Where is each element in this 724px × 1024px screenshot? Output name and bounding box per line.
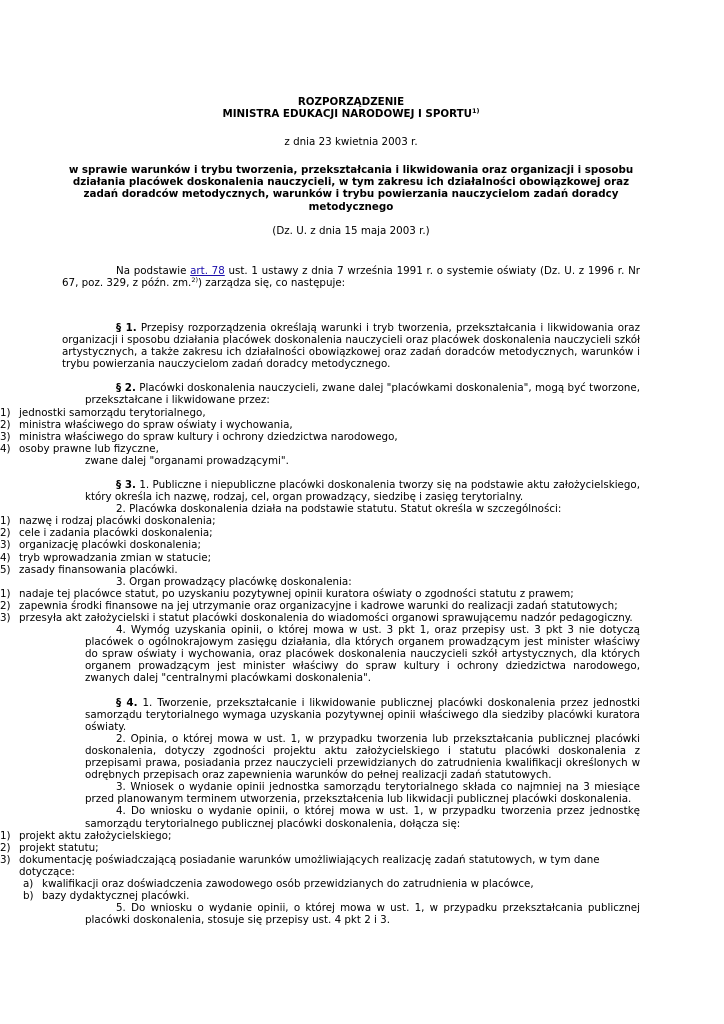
list-item	[0, 600, 640, 612]
journal-reference: (Dz. U. z dnia 15 maja 2003 r.)	[272, 224, 430, 237]
list-number: 1)	[0, 406, 11, 419]
list-item	[0, 552, 640, 564]
letter-mark: b)	[23, 890, 34, 903]
section-2-tail: zwane dalej "organami prowadzącymi".	[85, 454, 289, 467]
act-subject: w sprawie warunków i trybu tworzenia, przekształcania i likwidowania oraz organizacji i sposobu działania placówek doskonalenia nauczycieli, w tym zakresu ich działalności obowiązkowej oraz zadań doradców metodycznych, warunków i trybu powierzania nauczycielom zadań doradcy metodycznego	[68, 164, 634, 213]
letter-item	[0, 890, 640, 902]
footnote-ref-1[interactable]: 1)	[472, 107, 480, 116]
list-text: cele i zadania placówki doskonalenia;	[19, 527, 213, 540]
footnote-ref-2[interactable]: 2)	[191, 275, 199, 284]
section-4-list-4	[0, 830, 640, 878]
section-3-mark: § 3.	[116, 478, 136, 491]
list-text: projekt aktu założycielskiego;	[19, 829, 172, 842]
section-4-para-4: 4. Do wniosku o wydanie opinii, o której mowa w ust. 1, w przypadku tworzenia przez jednostkę samorządu terytorialnego publicznej placówki doskonalenia, dołącza się:	[85, 805, 640, 830]
section-4-para-5: 5. Do wniosku o wydanie opinii, o której mowa w ust. 1, w przypadku przekształcania publicznej placówki doskonalenia, stosuje się przepisy ust. 4 pkt 2 i 3.	[85, 902, 640, 927]
list-item	[0, 527, 640, 539]
section-1	[62, 322, 640, 370]
issuer-name: MINISTRA EDUKACJI NARODOWEJ I SPORTU	[222, 108, 472, 121]
section-1-mark: § 1.	[116, 321, 137, 334]
letter-text: bazy dydaktycznej placówki.	[42, 890, 190, 903]
list-item	[0, 564, 640, 576]
list-text: nazwę i rodzaj placówki doskonalenia;	[19, 515, 216, 528]
list-item	[0, 588, 640, 600]
section-4-para-1	[62, 697, 640, 733]
section-3-para-4: 4. Wymóg uzyskania opinii, o której mowa w ust. 3 pkt 1, oraz przepisy ust. 3 pkt 3 nie dotyczą placówek o ogólnokrajowym zasięgu działania, dla których organem prowadzącym jest minister właściwy do spraw oświaty i wychowania, oraz placówek doskonalenia nauczycieli szkół artystycznych, dla których organem prowadzącym jest minister właściwy do spraw kultury i ochrony dziedzictwa narodowego, zwanych dalej "centralnymi placówkami doskonalenia".	[85, 624, 640, 685]
list-number: 3)	[0, 853, 11, 866]
list-number: 1)	[0, 829, 11, 842]
list-item	[0, 854, 640, 878]
section-2-mark: § 2.	[116, 382, 136, 395]
list-number: 4)	[0, 442, 11, 455]
list-item	[0, 443, 640, 455]
list-text: zapewnia środki finansowe na jej utrzymanie oraz organizacyjne i kadrowe warunki do realizacji zadań statutowych;	[19, 599, 618, 612]
list-text: ministra właściwego do spraw oświaty i wychowania,	[19, 418, 293, 431]
list-number: 2)	[0, 527, 11, 540]
section-3-para-3: 3. Organ prowadzący placówkę doskonalenia:	[116, 575, 352, 588]
list-item	[0, 419, 640, 431]
list-text: jednostki samorządu terytorialnego,	[19, 406, 206, 419]
section-3-list-3	[0, 588, 640, 624]
section-4-para-3: 3. Wniosek o wydanie opinii jednostka samorządu terytorialnego składa co najmniej na 3 miesiące przed planowanym terminem utworzenia, przekształcenia lub likwidacji publicznej placówki doskonalenia.	[85, 781, 640, 806]
list-number: 3)	[0, 430, 11, 443]
list-text: ministra właściwego do spraw kultury i ochrony dziedzictwa narodowego,	[19, 430, 398, 443]
list-number: 2)	[0, 418, 11, 431]
section-3-list-2	[0, 515, 640, 575]
section-2	[62, 382, 640, 406]
preamble-text-middle: ust. 1 ustawy z dnia 7 września 1991 r. o systemie oświaty (Dz. U. z 1996 r. Nr 67, poz. 329, z późn. zm.	[62, 264, 641, 289]
act-type-heading: ROZPORZĄDZENIE	[297, 96, 405, 108]
act-date: z dnia 23 kwietnia 2003 r.	[284, 136, 418, 149]
issuer-heading	[62, 108, 640, 120]
section-3-para-2: 2. Placówka doskonalenia działa na podstawie statutu. Statut określa w szczególności:	[116, 503, 562, 516]
list-item	[0, 515, 640, 527]
section-4-text-1: 1. Tworzenie, przekształcanie i likwidowanie publicznej placówki doskonalenia przez jednostki samorządu terytorialnego wymaga uzyskania pozytywnej opinii właściwego dla siedziby placówki kuratora oświaty.	[85, 696, 641, 733]
list-number: 3)	[0, 539, 11, 552]
list-text: tryb wprowadzania zmian w statucie;	[19, 551, 212, 564]
letter-mark: a)	[23, 877, 34, 890]
list-item	[0, 612, 640, 624]
list-text: organizację placówki doskonalenia;	[19, 539, 201, 552]
list-text: nadaje tej placówce statut, po uzyskaniu pozytywnej opinii kuratora oświaty o zgodności statutu z prawem;	[19, 587, 574, 600]
list-item	[0, 407, 640, 419]
list-number: 1)	[0, 587, 11, 600]
list-number: 1)	[0, 515, 11, 528]
section-2-list	[0, 407, 640, 455]
list-number: 4)	[0, 551, 11, 564]
letter-text: kwalifikacji oraz doświadczenia zawodowego osób przewidzianych do zatrudnienia w placówce,	[42, 877, 534, 890]
list-number: 2)	[0, 599, 11, 612]
section-4-para-2: 2. Opinia, o której mowa w ust. 1, w przypadku tworzenia lub przekształcania publicznej placówki doskonalenia, dotyczy zgodności projektu aktu założycielskiego i statutu placówki doskonalenia z przepisami prawa, posiadania przez nauczycieli przewidzianych do zatrudnienia kwalifikacji określonych w odrębnych przepisach oraz zapewnienia warunków do pełnej realizacji zadań statutowych.	[85, 732, 640, 782]
section-4-letter-list	[0, 878, 640, 902]
document-page	[0, 96, 641, 927]
list-text: projekt statutu;	[19, 841, 99, 854]
section-2-text: Placówki doskonalenia nauczycieli, zwane dalej "placówkami doskonalenia", mogą być tworzone, przekształcane i likwidowane przez:	[85, 382, 640, 407]
list-item	[0, 539, 640, 551]
list-number: 2)	[0, 841, 11, 854]
list-text: osoby prawne lub fizyczne,	[19, 442, 159, 455]
list-text: dokumentację poświadczającą posiadanie warunków umożliwiających realizację zadań statutowych, w tym dane dotyczące:	[19, 853, 600, 878]
preamble	[62, 265, 640, 289]
letter-item	[0, 878, 640, 890]
list-item	[0, 842, 640, 854]
section-3-para-1	[62, 479, 640, 503]
preamble-text-start: Na podstawie	[116, 264, 191, 277]
section-3-text-1: 1. Publiczne i niepubliczne placówki doskonalenia tworzy się na podstawie aktu założycielskiego, który określa ich nazwę, rodzaj, cel, organ prowadzący, siedzibę i zasięg terytorialny.	[85, 478, 641, 504]
list-number: 5)	[0, 563, 11, 576]
list-item	[0, 830, 640, 842]
section-4-mark: § 4.	[116, 696, 138, 709]
list-text: zasady finansowania placówki.	[19, 563, 178, 576]
article-78-link[interactable]: art. 78	[190, 264, 225, 277]
preamble-text-end: ) zarządza się, co następuje:	[198, 276, 346, 289]
section-1-text: Przepisy rozporządzenia określają warunki i tryb tworzenia, przekształcania i likwidowania oraz organizacji i sposobu działania placówek doskonalenia nauczycieli oraz placówek doskonalenia nauczycieli szkół artystycznych, a także zakresu ich działalności obowiązkowej oraz zadań doradców metodycznych, warunków i trybu powierzania nauczycielom zadań doradcy metodycznego.	[62, 321, 640, 371]
list-item	[0, 431, 640, 443]
list-text: przesyła akt założycielski i statut placówki doskonalenia do wiadomości organowi sprawującemu nadzór pedagogiczny.	[19, 612, 633, 624]
list-number: 3)	[0, 612, 11, 624]
